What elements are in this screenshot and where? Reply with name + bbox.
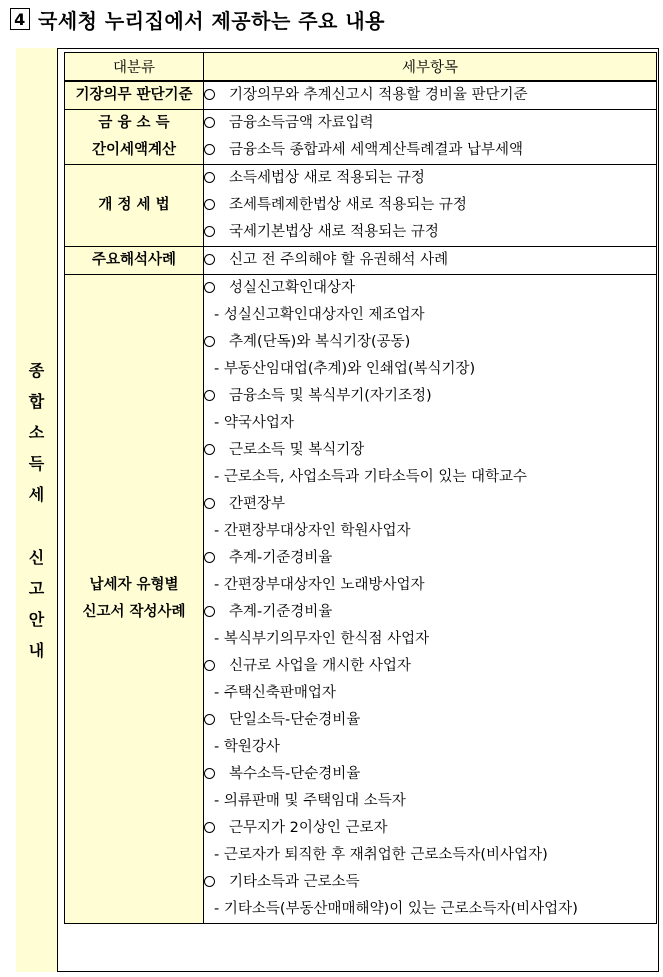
category-label: 개 정 세 법 — [98, 197, 170, 213]
detail-text: - 주택신축판매업자 — [214, 685, 336, 701]
circle-bullet-icon — [204, 876, 215, 887]
detail-text: 금융소득 및 복식부기(자기조정) — [229, 388, 432, 404]
circle-bullet-icon — [204, 282, 215, 293]
detail-sub-item — [204, 896, 656, 923]
detail-item — [204, 815, 656, 842]
detail-text: 복수소득-단순경비율 — [229, 766, 361, 782]
detail-sub-item — [204, 464, 656, 491]
detail-sub-item — [204, 302, 656, 329]
circle-bullet-icon — [204, 89, 215, 100]
detail-sub-item — [204, 518, 656, 545]
table-row — [65, 165, 657, 247]
detail-text: 추계-기준경비율 — [229, 604, 333, 620]
table-row — [65, 81, 657, 110]
detail-text: 조세특례제한법상 새로 적용되는 규정 — [229, 197, 467, 213]
circle-bullet-icon — [204, 226, 215, 237]
side-label — [16, 48, 58, 972]
circle-bullet-icon — [204, 822, 215, 833]
detail-text: 신고 전 주의해야 할 유권해석 사례 — [229, 252, 449, 268]
detail-text: - 근로자가 퇴직한 후 재취업한 근로소득자(비사업자) — [214, 847, 548, 863]
side-label-char: 신 — [28, 547, 45, 567]
detail-item — [204, 383, 656, 410]
detail-text: - 부동산임대업(추계)와 인쇄업(복식기장) — [214, 361, 476, 377]
circle-bullet-icon — [204, 254, 215, 265]
detail-sub-item — [204, 734, 656, 761]
detail-sub-item — [204, 842, 656, 869]
section-title — [10, 2, 385, 36]
detail-text: 기타소득과 근로소득 — [229, 874, 360, 890]
side-label-char: 소 — [28, 422, 45, 442]
side-label-char: 세 — [28, 484, 45, 504]
detail-sub-item — [204, 680, 656, 707]
circle-bullet-icon — [204, 552, 215, 563]
detail-text: 소득세법상 새로 적용되는 규정 — [229, 170, 425, 186]
detail-text: 금융소득금액 자료입력 — [229, 115, 374, 131]
category-label: 주요해석사례 — [91, 252, 177, 268]
detail-cell — [204, 110, 657, 165]
side-label-char: 내 — [28, 640, 45, 660]
detail-sub-item — [204, 626, 656, 653]
side-label-char: 안 — [28, 609, 45, 629]
detail-text: - 약국사업자 — [214, 415, 294, 431]
side-label-char: 종 — [28, 360, 45, 380]
detail-sub-item — [204, 788, 656, 815]
category-label: 신고서 작성사례 — [82, 604, 186, 620]
detail-item — [204, 137, 656, 164]
detail-item — [204, 761, 656, 788]
circle-bullet-icon — [204, 117, 215, 128]
circle-bullet-icon — [204, 660, 215, 671]
category-label: 납세자 유형별 — [89, 577, 179, 593]
detail-item — [204, 545, 656, 572]
section-number-box: 4 — [10, 8, 30, 30]
detail-item — [204, 437, 656, 464]
detail-text: - 근로소득, 사업소득과 기타소득이 있는 대학교수 — [214, 469, 528, 485]
table-row — [65, 110, 657, 165]
detail-sub-item — [204, 356, 656, 383]
detail-cell — [204, 247, 657, 275]
detail-text: 추계-기준경비율 — [229, 550, 333, 566]
circle-bullet-icon — [204, 199, 215, 210]
detail-sub-item — [204, 410, 656, 437]
detail-text: - 간편장부대상자인 노래방사업자 — [214, 577, 425, 593]
category-label: 기장의무 판단기준 — [75, 87, 193, 103]
category-cell — [65, 81, 204, 110]
circle-bullet-icon — [204, 714, 215, 725]
detail-text: 국세기본법상 새로 적용되는 규정 — [229, 224, 439, 240]
category-cell — [65, 165, 204, 247]
detail-item — [204, 869, 656, 896]
detail-text: 간편장부 — [229, 496, 286, 512]
detail-text: 신규로 사업을 개시한 사업자 — [229, 658, 411, 674]
detail-text: 근무지가 2이상인 근로자 — [229, 820, 388, 836]
detail-item — [204, 219, 656, 246]
category-cell — [65, 247, 204, 275]
detail-text: 금융소득 종합과세 세액계산특례결과 납부세액 — [229, 142, 523, 158]
section-title-text: 국세청 누리집에서 제공하는 주요 내용 — [38, 8, 385, 33]
content-table — [64, 52, 657, 924]
detail-text: - 기타소득(부동산매매해약)이 있는 근로소득자(비사업자) — [214, 901, 578, 917]
detail-text: - 의류판매 및 주택임대 소득자 — [214, 793, 406, 809]
detail-sub-item — [204, 572, 656, 599]
circle-bullet-icon — [204, 606, 215, 617]
circle-bullet-icon — [204, 498, 215, 509]
detail-item — [204, 110, 656, 137]
category-cell — [65, 110, 204, 165]
detail-item — [204, 82, 656, 109]
circle-bullet-icon — [204, 336, 215, 347]
circle-bullet-icon — [204, 390, 215, 401]
table-row — [65, 247, 657, 275]
detail-item — [204, 247, 656, 274]
detail-text: - 학원강사 — [214, 739, 280, 755]
category-label: 금 융 소 득 — [98, 115, 170, 131]
category-label: 간이세액계산 — [91, 142, 177, 158]
detail-item — [204, 491, 656, 518]
circle-bullet-icon — [204, 172, 215, 183]
header-category: 대분류 — [65, 53, 204, 82]
circle-bullet-icon — [204, 444, 215, 455]
detail-text: - 간편장부대상자인 학원사업자 — [214, 523, 411, 539]
detail-text: - 성실신고확인대상자인 제조업자 — [214, 307, 425, 323]
detail-item — [204, 329, 656, 356]
circle-bullet-icon — [204, 768, 215, 779]
side-label-char: 득 — [28, 453, 45, 473]
detail-text: 성실신고확인대상자 — [229, 280, 356, 296]
detail-item — [204, 165, 656, 192]
detail-text: 기장의무와 추계신고시 적용할 경비율 판단기준 — [229, 87, 528, 103]
category-cell — [65, 275, 204, 924]
detail-cell — [204, 165, 657, 247]
detail-item — [204, 653, 656, 680]
side-label-char: 고 — [28, 578, 45, 598]
header-detail: 세부항목 — [204, 53, 657, 82]
detail-text: - 복식부기의무자인 한식점 사업자 — [214, 631, 430, 647]
detail-cell — [204, 81, 657, 110]
detail-text: 추계(단독)와 복식기장(공동) — [229, 334, 411, 350]
detail-item — [204, 599, 656, 626]
detail-cell — [204, 275, 657, 924]
table-row — [65, 275, 657, 924]
side-label-char: 합 — [28, 391, 45, 411]
detail-item — [204, 192, 656, 219]
detail-item — [204, 275, 656, 302]
detail-item — [204, 707, 656, 734]
circle-bullet-icon — [204, 144, 215, 155]
detail-text: 근로소득 및 복식기장 — [229, 442, 365, 458]
detail-text: 단일소득-단순경비율 — [229, 712, 361, 728]
